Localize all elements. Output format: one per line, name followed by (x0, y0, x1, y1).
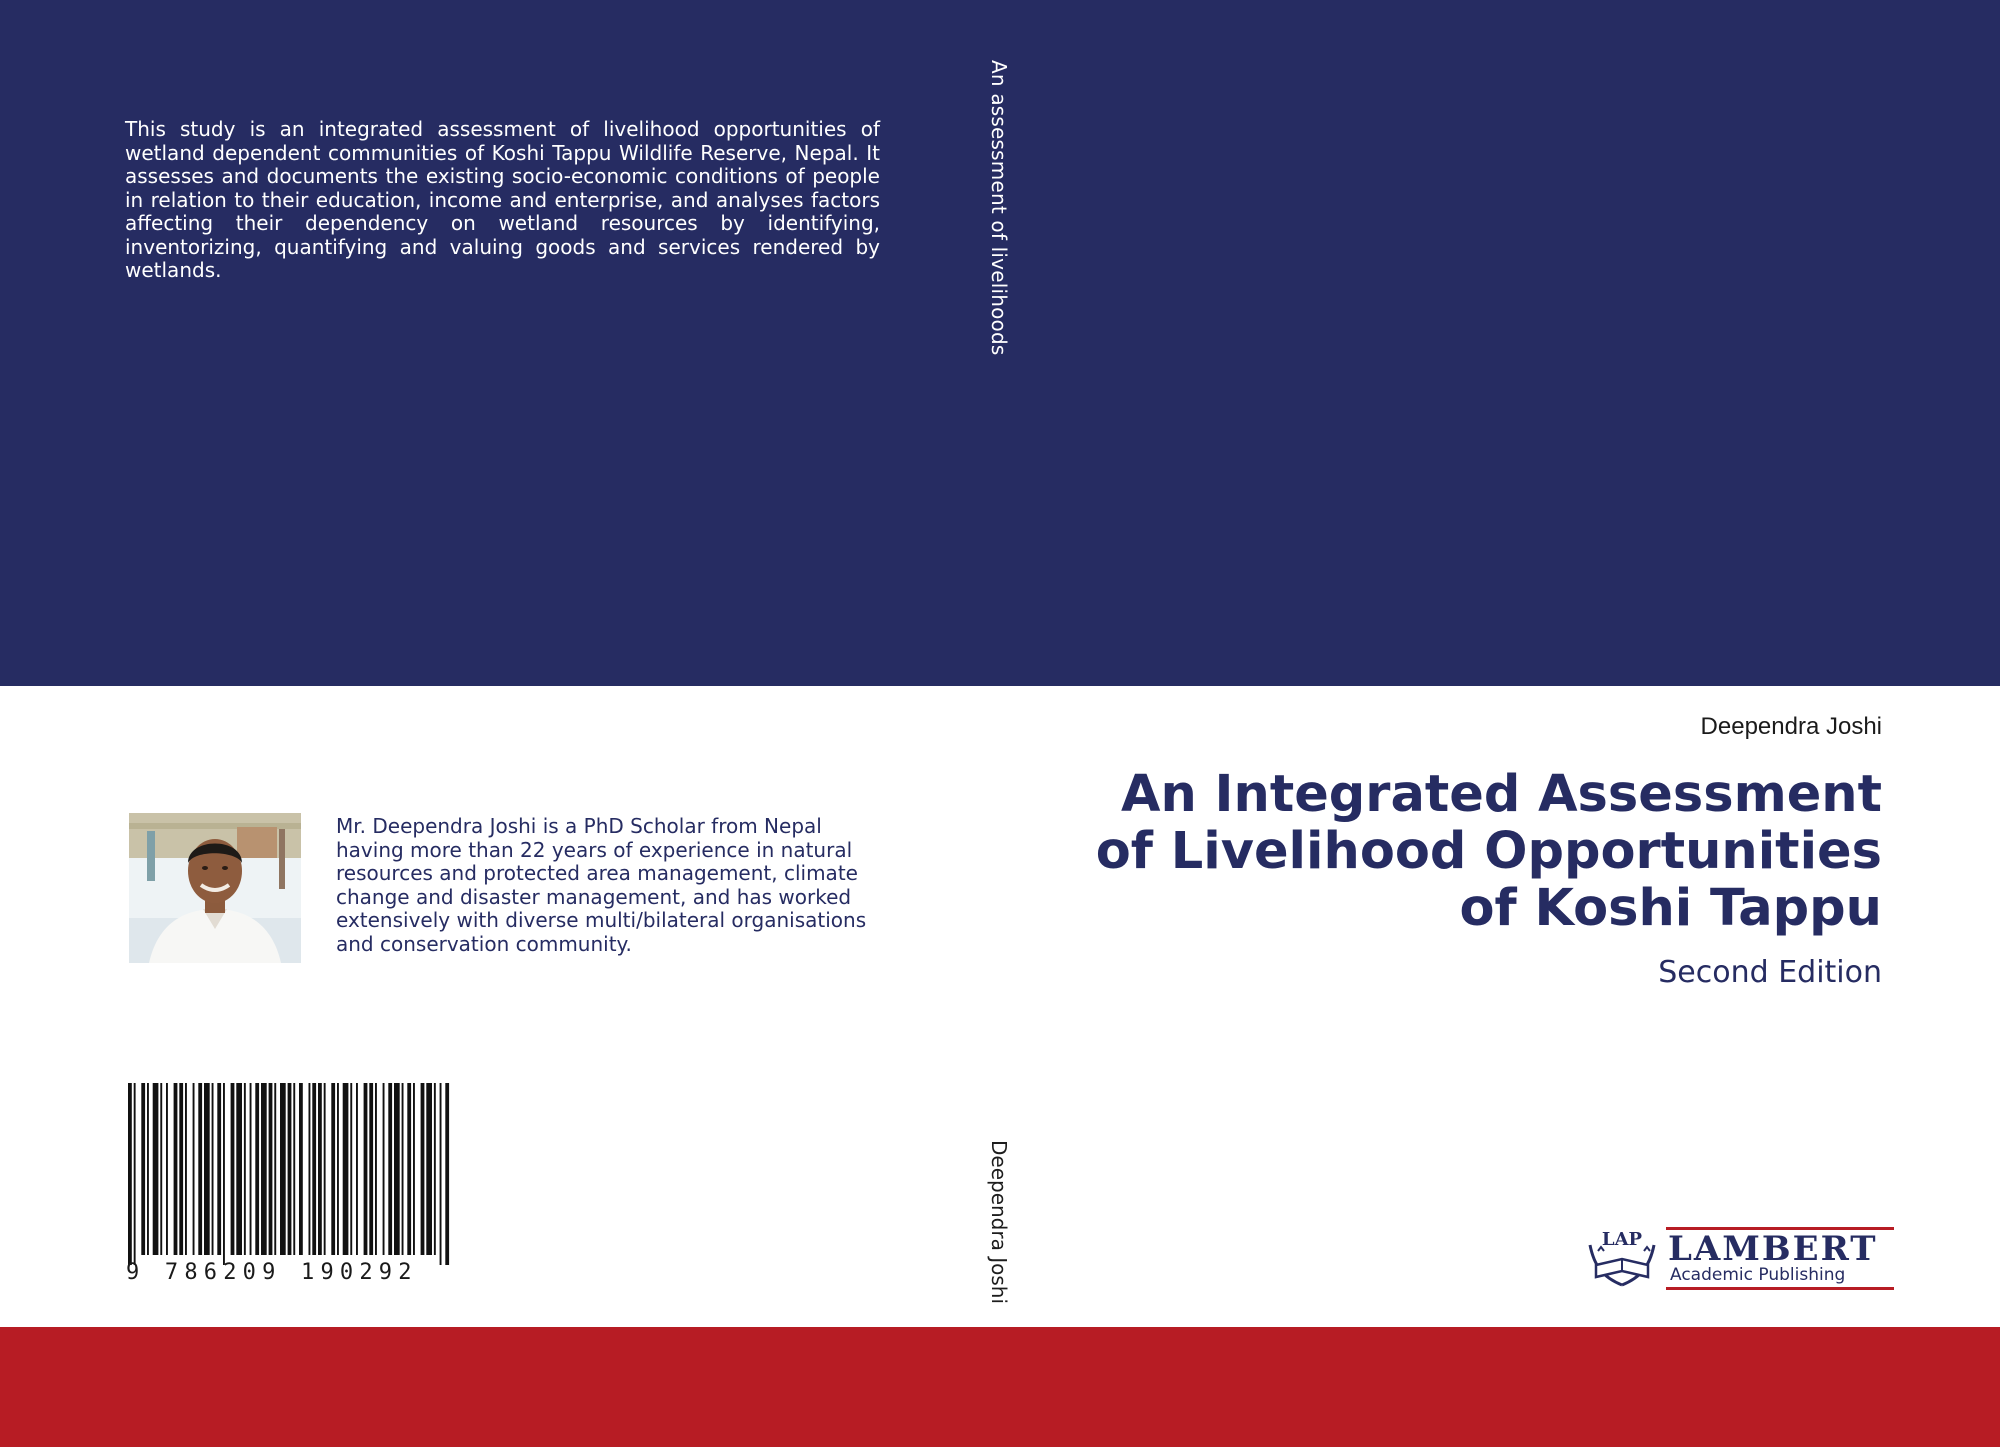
front-cover-author: Deependra Joshi (1700, 713, 1882, 740)
publisher-name: LAMBERT (1668, 1229, 1878, 1269)
barcode-bar (369, 1083, 373, 1255)
barcode-bar (261, 1083, 267, 1255)
barcode-bar (394, 1083, 400, 1255)
edition-label: Second Edition (1658, 955, 1882, 990)
barcode-bars (128, 1083, 449, 1265)
barcode-bar (388, 1083, 392, 1255)
barcode-bar (309, 1083, 311, 1255)
author-photo (129, 813, 301, 963)
spine-title: An assessment of livelihoods (987, 60, 1011, 356)
barcode-bar (324, 1083, 326, 1255)
publisher-logo (1582, 1215, 1894, 1295)
barcode-bar (288, 1083, 292, 1255)
barcode-bar (364, 1083, 368, 1255)
barcode-bar (160, 1083, 162, 1255)
barcode-bar (426, 1083, 432, 1255)
book-title-line: of Koshi Tappu (1459, 879, 1882, 938)
publisher-mark: LAP (1601, 1229, 1643, 1250)
barcode-bar (312, 1083, 316, 1255)
barcode-bar (402, 1083, 404, 1255)
barcode-bar (375, 1083, 377, 1255)
barcode-bar (318, 1083, 322, 1255)
isbn-barcode (126, 1083, 456, 1283)
publisher-logo-book-icon (1590, 1245, 1654, 1285)
barcode-bar (331, 1083, 335, 1255)
author-bio: Mr. Deependra Joshi is a PhD Scholar from Nepal having more than 22 years of experience in natural resources and protected area management, climate change and disaster management, and has worked extensively with diverse multi/bilateral organisations and conservation community. (336, 814, 867, 956)
barcode-bar (166, 1083, 168, 1255)
barcode-bar (293, 1083, 295, 1255)
barcode-bar (174, 1083, 178, 1255)
barcode-bar (236, 1083, 242, 1255)
barcode-bar (250, 1083, 252, 1255)
back-cover-blurb: This study is an integrated assessment of livelihood opportunities of wetland dependent communities of Koshi Tappu Wildlife Reserve, Nepal. It assesses and documents the existing socio-economic conditions of people in relation to their education, income and enterprise, and analyses factors affecting their dependency on wetland resources by identifying, inventorizing, quantifying and valuing goods and services rendered by wetlands. (125, 117, 880, 282)
barcode-bar (407, 1083, 411, 1255)
barcode-bar (350, 1083, 352, 1255)
barcode-bar (434, 1083, 436, 1255)
barcode-bar (299, 1083, 303, 1255)
barcode-bar (343, 1083, 349, 1255)
barcode-bar (445, 1083, 449, 1265)
barcode-bar (269, 1083, 273, 1255)
barcode-bar (413, 1083, 415, 1255)
publisher-subtitle: Academic Publishing (1670, 1265, 1846, 1285)
barcode-bar (153, 1083, 159, 1255)
barcode-bar (204, 1083, 210, 1255)
isbn-digits: 9 786209 190292 (126, 1260, 418, 1283)
barcode-bar (185, 1083, 187, 1255)
barcode-bar (421, 1083, 425, 1255)
book-title (982, 766, 1882, 937)
barcode-bar (198, 1083, 202, 1255)
logo-rule-bottom (1666, 1287, 1894, 1290)
barcode-bar (141, 1083, 145, 1255)
barcode-bar (193, 1083, 195, 1255)
barcode-bar (212, 1083, 214, 1255)
barcode-bar (244, 1083, 246, 1255)
spine-author: Deependra Joshi (987, 1140, 1011, 1305)
barcode-bar (255, 1083, 259, 1255)
barcode-bar (280, 1083, 286, 1255)
book-title-line: An Integrated Assessment (1121, 765, 1882, 824)
bottom-red-band (0, 1327, 2000, 1447)
barcode-bar (134, 1083, 136, 1265)
barcode-bar (440, 1083, 442, 1265)
book-title-line: of Livelihood Opportunities (1095, 822, 1882, 881)
barcode-bar (383, 1083, 385, 1255)
barcode-bar (217, 1083, 221, 1255)
barcode-bar (179, 1083, 183, 1255)
barcode-bar (147, 1083, 149, 1255)
barcode-bar (274, 1083, 276, 1255)
author-photo-drawing (129, 813, 301, 963)
barcode-bar (356, 1083, 358, 1255)
barcode-bar (337, 1083, 339, 1255)
barcode-bar (223, 1083, 225, 1265)
barcode-bar (231, 1083, 235, 1255)
barcode-bar (128, 1083, 132, 1265)
